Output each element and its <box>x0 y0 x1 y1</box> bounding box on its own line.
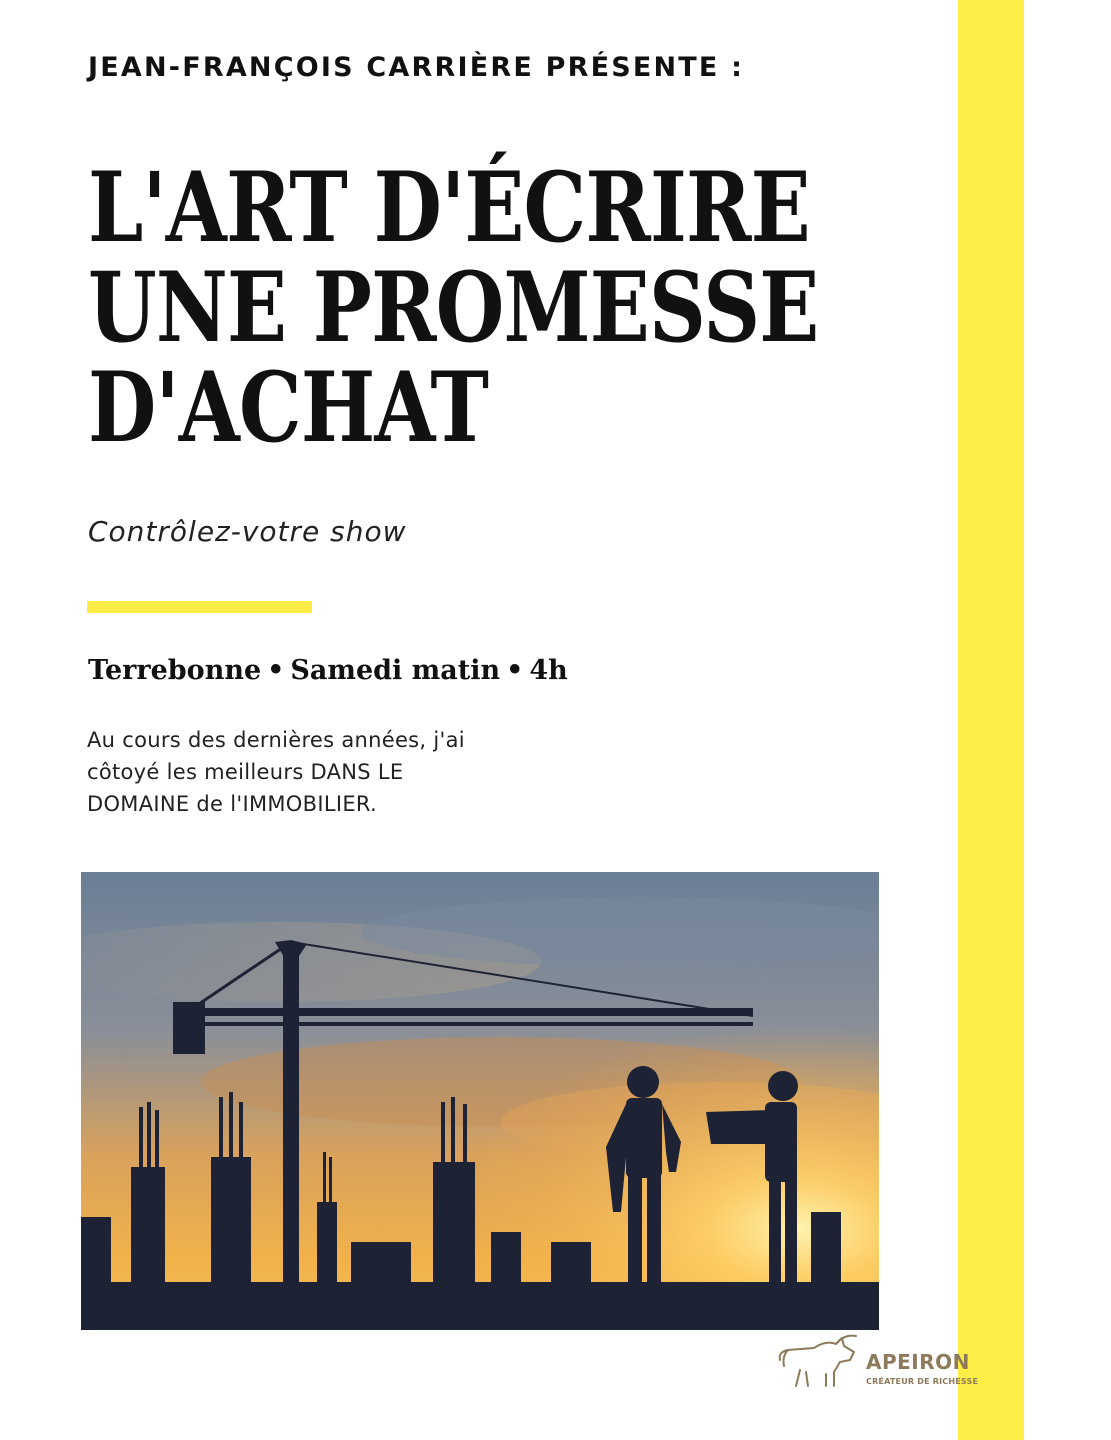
description-line-2: côtoyé les meilleurs DANS LE <box>87 760 404 784</box>
description-line-1: Au cours des dernières années, j'ai <box>87 728 465 752</box>
event-details <box>88 655 568 686</box>
accent-divider <box>87 601 312 613</box>
event-day: Samedi matin <box>290 655 501 686</box>
title-line-3: D'ACHAT <box>88 351 489 464</box>
logo-name: APEIRON <box>866 1350 970 1374</box>
construction-site-photo <box>81 872 879 1330</box>
description-text <box>87 724 607 820</box>
separator-dot: • <box>506 655 524 686</box>
description-line-3: DOMAINE de l'IMMOBILIER. <box>87 792 378 816</box>
yellow-side-bar <box>958 0 1024 1440</box>
bull-icon <box>774 1330 864 1390</box>
subtitle: Contrôlez-votre show <box>88 515 407 548</box>
presenter-line: JEAN-FRANÇOIS CARRIÈRE PRÉSENTE : <box>88 52 745 83</box>
title-line-2: UNE PROMESSE <box>88 251 819 364</box>
apeiron-logo <box>774 1330 984 1400</box>
event-location: Terrebonne <box>88 655 262 686</box>
event-duration: 4h <box>529 655 568 686</box>
logo-tagline: CRÉATEUR DE RICHESSE <box>866 1377 979 1386</box>
title-line-1: L'ART D'ÉCRIRE <box>88 151 810 264</box>
separator-dot: • <box>267 655 285 686</box>
construction-site-sunset-photo <box>81 872 879 1330</box>
page-title <box>88 151 819 464</box>
